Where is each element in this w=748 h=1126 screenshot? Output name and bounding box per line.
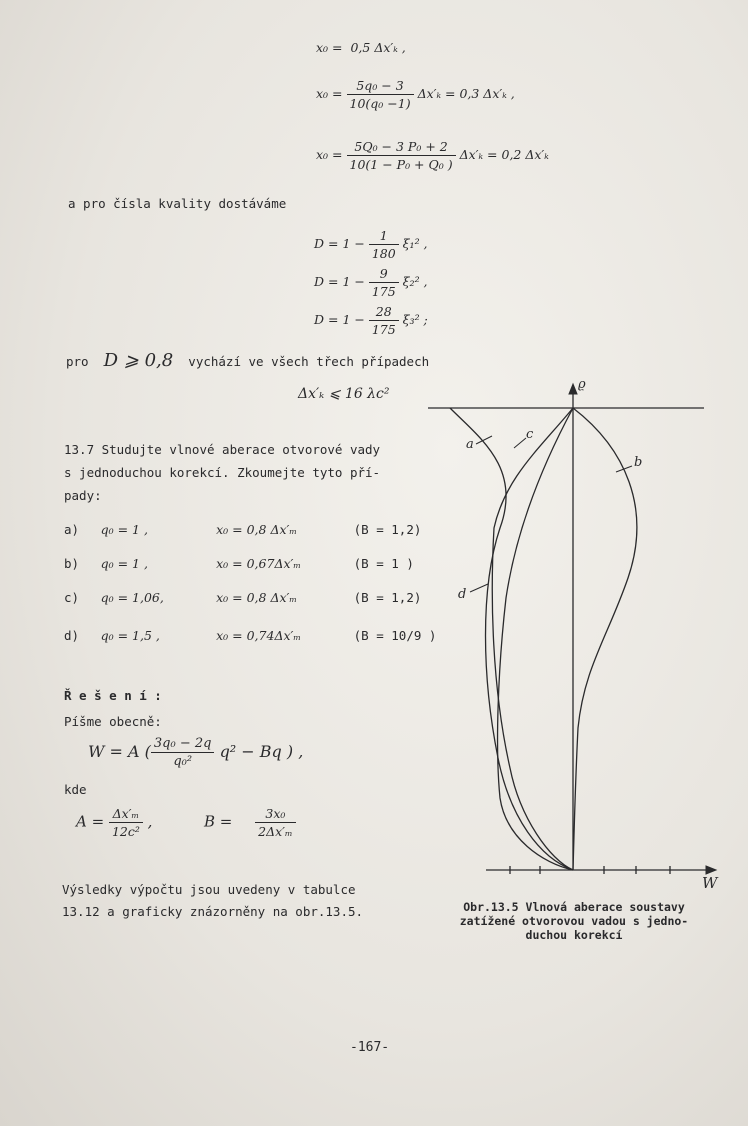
results-line-2: 13.12 a graficky znázorněny na obr.13.5. [62,904,364,919]
wave-formula: W = A ( $\frac{\text{3q₀ − 2q}}{\text{q₀²}}$ q² − Bq ) , [88,736,304,769]
results-line-1: Výsledky výpočtu jsou uvedeny v tabulce [62,882,356,897]
w-axis-label: W [702,874,718,888]
caption-line-2: zatížené otvorovou vadou s jedno- [459,914,689,928]
b-definition: B = $\frac{\text{3x₀}}{\text{2Δx′ₘ}}$ [204,806,296,839]
label-c-pointer [514,438,526,448]
quality-eq-3: D = 1 − $\frac{28}{175}$ ξ₃² ; [314,304,428,337]
curve-label-d: d [458,587,467,602]
label-d-pointer [470,584,488,592]
condition-line: pro D ⩾ 0,8 vychází ve všech třech případech [66,350,430,371]
quality-eq-2: D = 1 − $\frac{9}{175}$ ξ₂² , [314,266,428,299]
solution-heading: Ř e š e n í : [64,688,162,703]
case-d: d) q₀ = 1,5 , x₀ = 0,74Δx′ₘ (B = 10/9 ) [64,628,437,643]
where-label: kde [64,782,87,797]
equation-x0-1: x₀ = 0,5 Δx′ₖ , [316,40,406,55]
label-b-pointer [616,466,632,472]
rho-axis-arrow [569,384,577,394]
figure-caption [424,900,724,942]
curve-label-c: c [526,427,534,442]
curve-label-a: a [466,437,474,452]
equation-x0-3: x₀ = $\frac{\text{5Q₀ − 3 P₀ + 2}}{\text{10(1 − P₀ + Q₀ )}}$ Δx′ₖ = 0,2 Δx′ₖ [316,139,549,172]
problem-line-2: s jednoduchou korekcí. Zkoumejte tyto pří- [64,465,381,480]
curve-d [498,408,573,870]
inequality: Δx′ₖ ⩽ 16 λc² [298,386,390,402]
a-definition: A = $\frac{\text{Δx′ₘ}}{\text{12c²}}$ , [76,806,153,839]
solution-intro: Píšme obecně: [64,714,162,729]
wave-aberration-figure [420,368,720,888]
curve-a [450,408,573,870]
caption-line-3: duchou korekcí [525,928,623,942]
curve-c [492,408,573,870]
problem-line-1: 13.7 Studujte vlnové aberace otvorové vady [64,442,381,457]
case-a: a) q₀ = 1 , x₀ = 0,8 Δx′ₘ (B = 1,2) [64,522,422,537]
equation-x0-2: x₀ = $\frac{\text{5q₀ − 3}}{\text{10(q₀ −1)}}$ Δx′ₖ = 0,3 Δx′ₖ , [316,78,515,111]
curve-label-b: b [634,455,643,470]
curve-b [573,408,637,870]
w-axis-arrow [706,866,716,874]
problem-line-3: pady: [64,488,102,503]
quality-intro: a pro čísla kvality dostáváme [68,196,287,211]
quality-eq-1: D = 1 − $\frac{1}{180}$ ξ₁² , [314,228,428,261]
case-b: b) q₀ = 1 , x₀ = 0,67Δx′ₘ (B = 1 ) [64,556,414,571]
page-number: -167- [350,1040,390,1055]
rho-axis-label: ϱ [578,377,586,392]
caption-line-1: Obr.13.5 Vlnová aberace soustavy [463,900,685,914]
case-c: c) q₀ = 1,06, x₀ = 0,8 Δx′ₘ (B = 1,2) [64,590,422,605]
